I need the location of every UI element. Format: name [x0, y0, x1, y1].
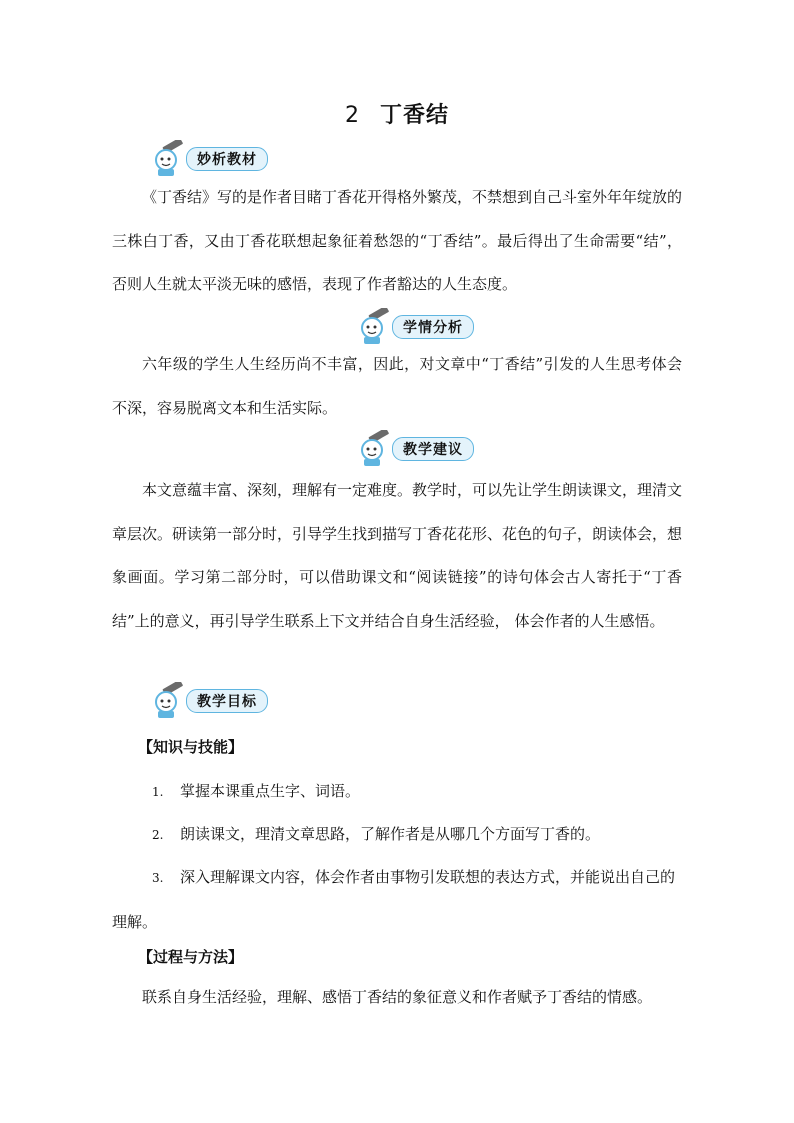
lesson-number: 2	[344, 103, 360, 128]
section-badge-students	[356, 308, 474, 346]
section-label: 学情分析	[392, 315, 474, 339]
section-badge-analysis	[150, 140, 268, 178]
goal-item	[112, 856, 682, 944]
process-heading: 【过程与方法】	[138, 948, 244, 966]
knowledge-heading: 【知识与技能】	[138, 738, 244, 756]
analysis-paragraph: 《丁香结》写的是作者目睹丁香花开得格外繁茂，不禁想到自己斗室外年年绽放的三株白丁香，又由丁香花联想起象征着愁怨的“丁香结”。最后得出了生命需要“结”，否则人生就太平淡无味的感悟，表现了作者豁达的人生态度。	[112, 188, 683, 293]
section-label: 教学建议	[392, 437, 474, 461]
students-paragraph: 六年级的学生人生经历尚不丰富，因此，对文章中“丁香结”引发的人生思考体会不深，容易脱离文本和生活实际。	[112, 355, 682, 417]
lesson-title: 丁香结	[379, 103, 449, 128]
goal-text: 朗读课文，理清文章思路，了解作者是从哪几个方面写丁香的。	[180, 825, 601, 843]
goal-number: 3.	[152, 871, 164, 885]
section-label: 教学目标	[186, 689, 268, 713]
goal-text: 深入理解课文内容，体会作者由事物引发联想的表达方式，并能说出自己的理解。	[112, 868, 676, 931]
goal-number: 2.	[152, 828, 164, 842]
goal-number: 1.	[152, 785, 164, 799]
page-title	[0, 100, 794, 132]
process-paragraph: 联系自身生活经验，理解、感悟丁香结的象征意义和作者赋予丁香结的情感。	[142, 988, 653, 1006]
section-badge-suggestion	[356, 430, 474, 468]
section-badge-goals	[150, 682, 268, 720]
section-label: 妙析教材	[186, 147, 268, 171]
goal-item	[112, 770, 682, 815]
suggestion-paragraph: 本文意蕴丰富、深刻，理解有一定难度。教学时，可以先让学生朗读课文，理清文章层次。研读第一部分时，引导学生找到描写丁香花花形、花色的句子，朗读体会，想象画面。学习第二部分时，可以借助课文和“阅读链接”的诗句体会古人寄托于“丁香结”上的意义，再引导学生联系上下文并结合自身生活经验， 体会作者的人生感悟。	[112, 481, 683, 630]
goal-item	[112, 813, 682, 858]
goal-text: 掌握本课重点生字、词语。	[180, 782, 361, 800]
